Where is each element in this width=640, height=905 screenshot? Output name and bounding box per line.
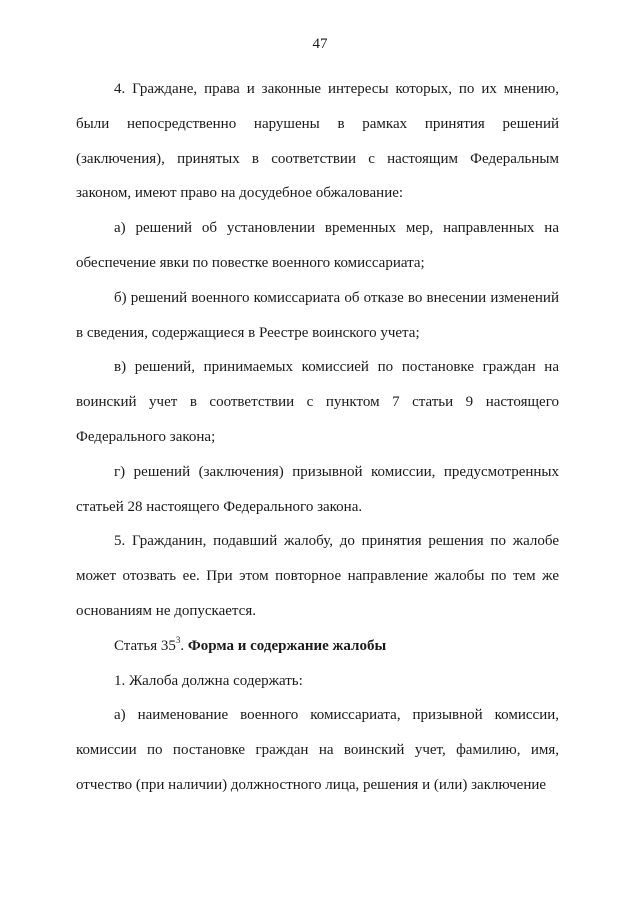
paragraph-4: 4. Граждане, права и законные интересы которых, по их мнению, были непосредственно нарушены в рамках принятия решений (заключения), принятых в соответствии с настоящим Федеральным законом, имеют право на досудебное обжалование: [76,81,559,202]
article-superscript: 3 [175,634,181,645]
article-prefix: Статья 35 [114,637,176,654]
paragraph-1: 1. Жалоба должна содержать: [114,672,303,689]
document-body [76,72,559,803]
paragraph-4b: б) решений военного комиссариата об отказе во внесении изменений в сведения, содержащиеся в Реестре воинского учета; [76,289,559,341]
article-dot: . [180,637,185,654]
paragraph-1a: а) наименование военного комиссариата, призывной комиссии, комиссии по постановке граждан на воинский учет, фамилию, имя, отчество (при наличии) должностного лица, решения и (или) заключение [76,707,559,793]
paragraph-4g: г) решений (заключения) призывной комиссии, предусмотренных статьей 28 настоящего Федерального закона. [76,463,559,515]
page-number: 47 [312,36,328,52]
paragraph-4v: в) решений, принимаемых комиссией по постановке граждан на воинский учет в соответствии с пунктом 7 статьи 9 настоящего Федерального закона; [76,359,559,445]
paragraph-5: 5. Гражданин, подавший жалобу, до принятия решения по жалобе может отозвать ее. При этом повторное направление жалобы по тем же основаниям не допускается. [76,533,559,619]
paragraph-4a: а) решений об установлении временных мер, направленных на обеспечение явки по повестке военного комиссариата; [76,220,559,271]
article-title: Форма и содержание жалобы [187,637,387,654]
article-heading [76,629,559,664]
